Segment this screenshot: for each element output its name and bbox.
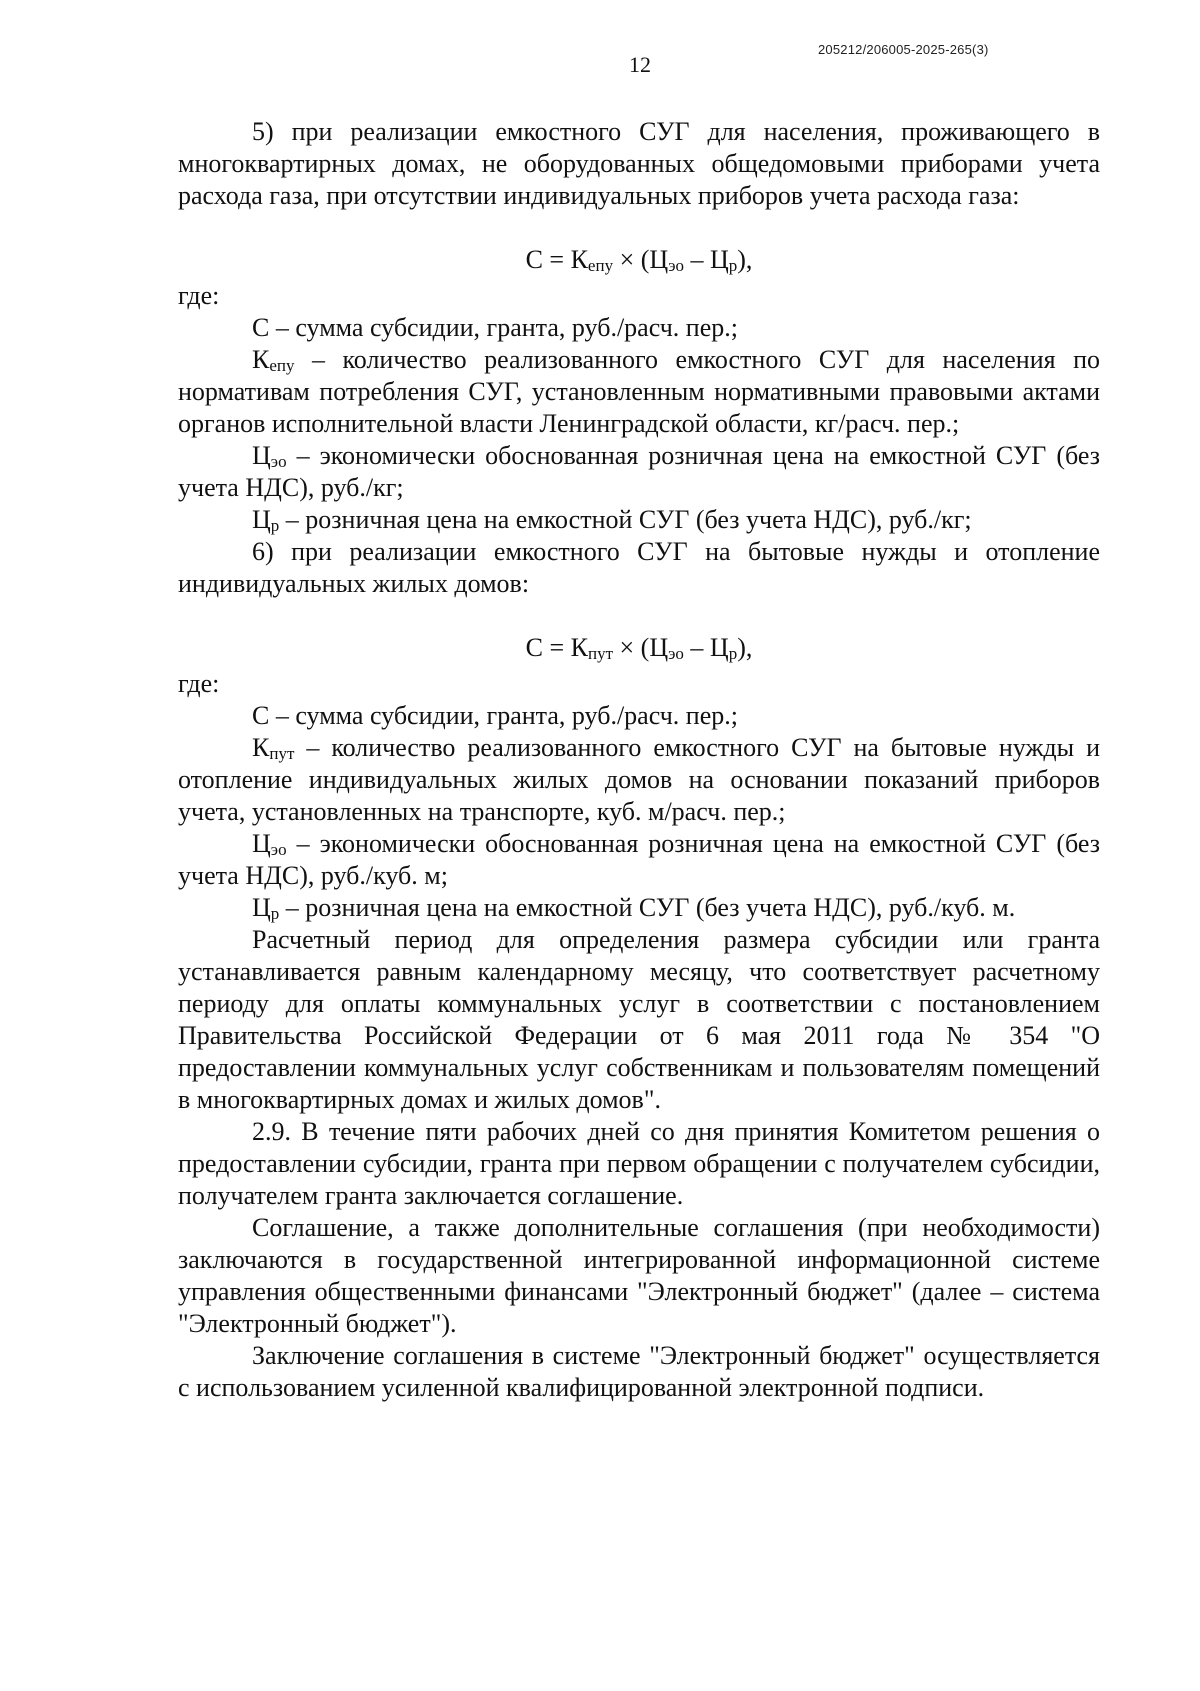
document-code: 205212/206005-2025-265(3) xyxy=(818,42,989,57)
where-label-1: где: xyxy=(178,281,220,310)
paragraph-agreement: Соглашение, а также дополнительные соглашения (при необходимости) заключаются в государственной интегрированной информационной системе управления общественными финансами "Электронный бюджет" (далее – система "Электронный бюджет"). xyxy=(178,1213,1100,1338)
definition-cr-2: $Ц_р$ – розничная цена на емкостной СУГ (без учета НДС), руб./куб. м. xyxy=(252,893,1016,923)
paragraph-conclusion: Заключение соглашения в системе "Электронный бюджет" осуществляется с использованием усиленной квалифицированной электронной подписи. xyxy=(178,1341,1100,1402)
paragraph-item-6: 6) при реализации емкостного СУГ на бытовые нужды и отопление индивидуальных жилых домов: xyxy=(178,537,1100,598)
definition-cr-1: $Ц_р$ – розничная цена на емкостной СУГ (без учета НДС), руб./кг; xyxy=(252,505,972,535)
definition-k-put: $К_{пут}$ – количество реализованного емкостного СУГ на бытовые нужды и отопление индивидуальных жилых домов на основании показаний приборов учета, установленных на транспорте, куб. м/расч. пер.; xyxy=(178,733,1100,826)
paragraph-item-5: 5) при реализации емкостного СУГ для населения, проживающего в многоквартирных домах, не оборудованных общедомовыми приборами учета расхода газа, при отсутствии индивидуальных приборов учета расхода газа: xyxy=(178,117,1100,210)
definition-k-epu: $К_{епу}$ – количество реализованного емкостного СУГ для населения по нормативам потребления СУГ, установленным нормативными правовыми актами органов исполнительной власти Ленинградской области, кг/расч. пер.; xyxy=(178,345,1100,438)
paragraph-2-9: 2.9. В течение пяти рабочих дней со дня принятия Комитетом решения о предоставлении субсидии, гранта при первом обращении с получателем субсидии, получателем гранта заключается соглашение. xyxy=(178,1117,1100,1210)
definition-c-2: С – сумма субсидии, гранта, руб./расч. пер.; xyxy=(252,701,738,730)
page-number: 12 xyxy=(629,52,651,77)
definition-ceo-2: $Ц_{эо}$ – экономически обоснованная розничная цена на емкостной СУГ (без учета НДС), руб./куб. м; xyxy=(178,829,1100,890)
definition-ceo-1: $Ц_{эо}$ – экономически обоснованная розничная цена на емкостной СУГ (без учета НДС), руб./кг; xyxy=(178,441,1100,502)
formula-2: $С = К_{пут} \times (Ц_{эо} - Ц_р)$, xyxy=(525,633,753,663)
definition-c-1: С – сумма субсидии, гранта, руб./расч. пер.; xyxy=(252,313,738,342)
paragraph-settlement-period: Расчетный период для определения размера субсидии или гранта устанавливается равным календарному месяцу, что соответствует расчетному периоду для оплаты коммунальных услуг в соответствии с постановлением Правительства Российской Федерации от 6 мая 2011 года № 354 "О предоставлении коммунальных услуг собственникам и пользователям помещений в многоквартирных домах и жилых домов". xyxy=(178,925,1100,1114)
formula-1: $С = К_{епу} \times (Ц_{эо} - Ц_р)$, xyxy=(525,245,753,275)
document-body xyxy=(178,116,1100,1404)
where-label-2: где: xyxy=(178,669,220,698)
